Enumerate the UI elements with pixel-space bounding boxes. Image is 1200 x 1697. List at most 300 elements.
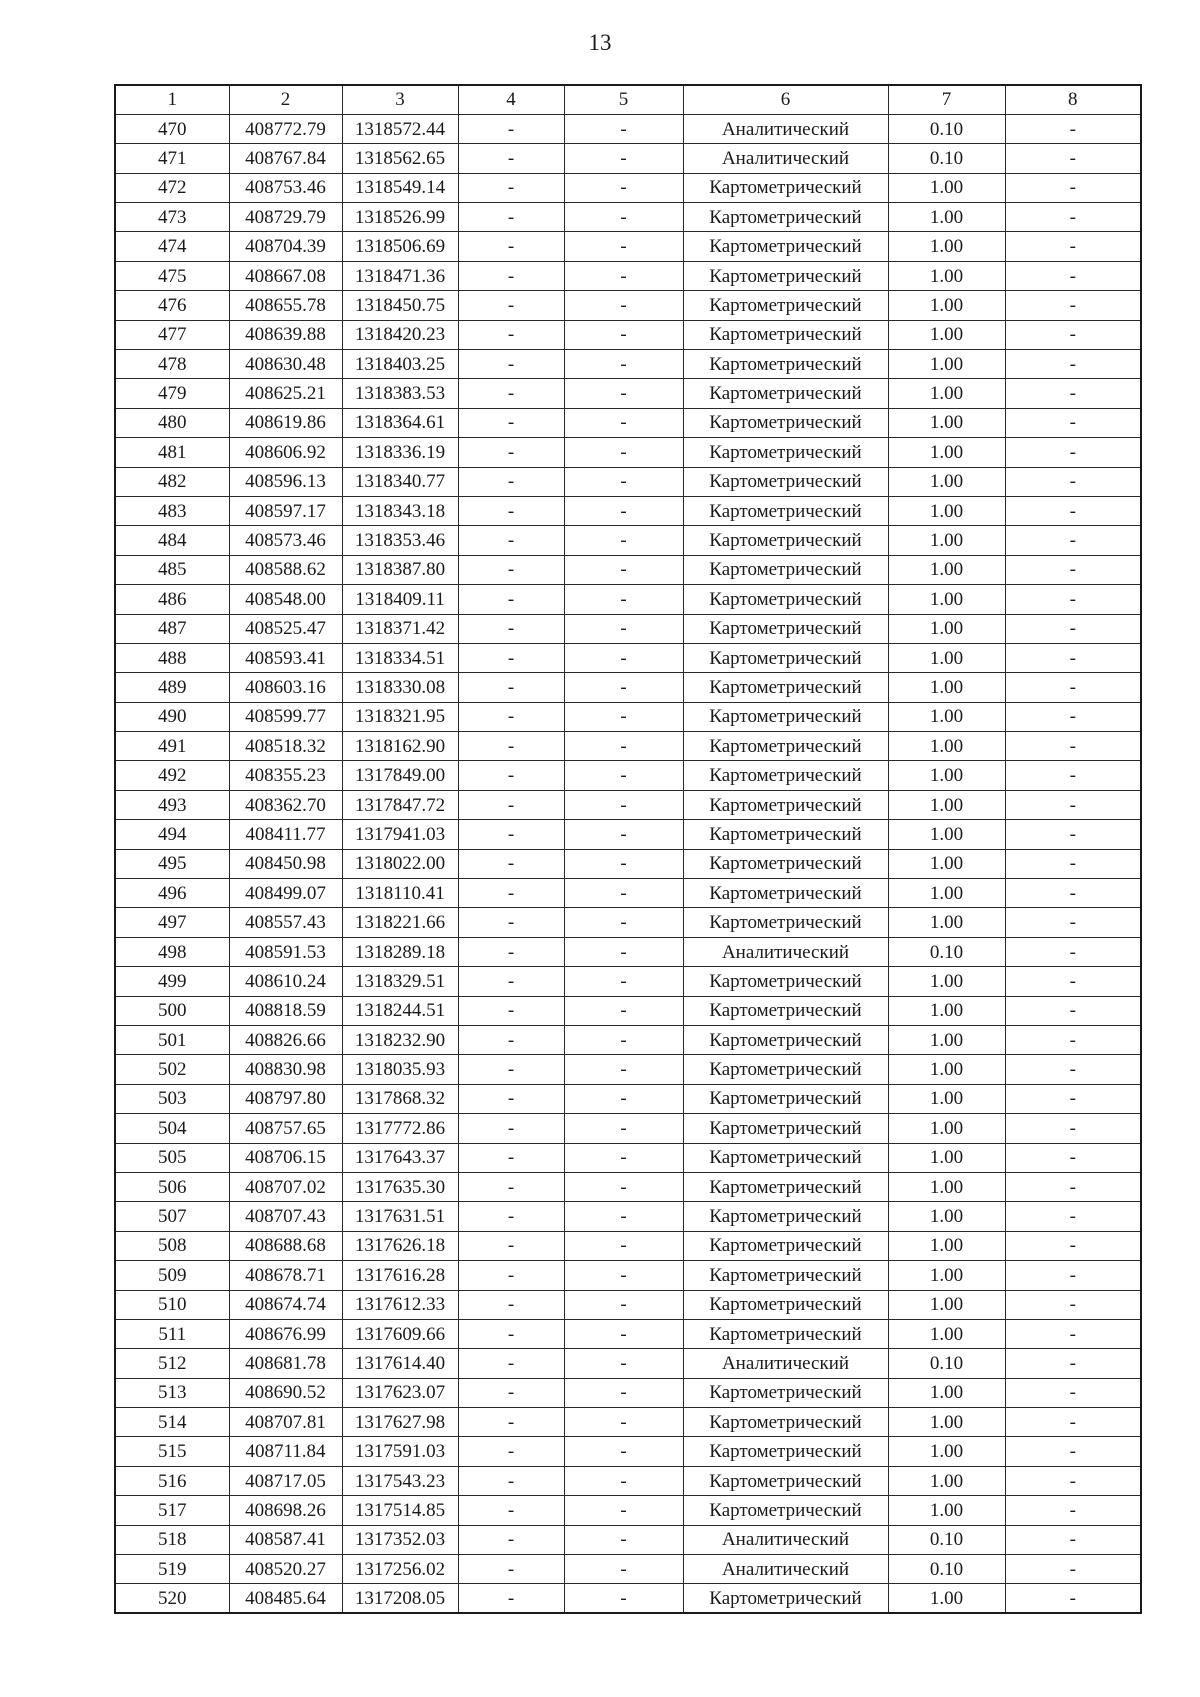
table-row	[115, 408, 1141, 437]
table-row	[115, 967, 1141, 996]
col-8-cell: -	[1005, 467, 1141, 496]
col-8-cell: -	[1005, 114, 1141, 143]
col-8-cell: -	[1005, 173, 1141, 202]
table-row	[115, 1202, 1141, 1231]
method-cell: Картометрический	[683, 1437, 888, 1466]
y-coordinate-cell: 1318420.23	[342, 320, 458, 349]
x-coordinate-cell: 408707.02	[229, 1172, 342, 1201]
col-5-cell: -	[564, 908, 683, 937]
x-coordinate-cell: 408707.81	[229, 1408, 342, 1437]
x-coordinate-cell: 408557.43	[229, 908, 342, 937]
col-5-cell: -	[564, 1202, 683, 1231]
table-row	[115, 1055, 1141, 1084]
col-5-cell: -	[564, 408, 683, 437]
col-8-cell: -	[1005, 1496, 1141, 1525]
col-8-cell: -	[1005, 790, 1141, 819]
y-coordinate-cell: 1317514.85	[342, 1496, 458, 1525]
point-number-cell: 480	[115, 408, 229, 437]
x-coordinate-cell: 408711.84	[229, 1437, 342, 1466]
table-row	[115, 673, 1141, 702]
col-4-cell: -	[458, 790, 564, 819]
table-row	[115, 1555, 1141, 1584]
col-8-cell: -	[1005, 1202, 1141, 1231]
x-coordinate-cell: 408619.86	[229, 408, 342, 437]
table-row	[115, 908, 1141, 937]
x-coordinate-cell: 408676.99	[229, 1319, 342, 1348]
accuracy-cell: 1.00	[888, 1496, 1005, 1525]
col-5-cell: -	[564, 849, 683, 878]
method-cell: Картометрический	[683, 732, 888, 761]
point-number-cell: 492	[115, 761, 229, 790]
table-row	[115, 996, 1141, 1025]
y-coordinate-cell: 1318471.36	[342, 261, 458, 290]
col-8-cell: -	[1005, 1055, 1141, 1084]
col-4-cell: -	[458, 232, 564, 261]
accuracy-cell: 1.00	[888, 555, 1005, 584]
col-4-cell: -	[458, 1319, 564, 1348]
y-coordinate-cell: 1318364.61	[342, 408, 458, 437]
table-row	[115, 1584, 1141, 1613]
table-row	[115, 320, 1141, 349]
accuracy-cell: 1.00	[888, 261, 1005, 290]
method-cell: Картометрический	[683, 438, 888, 467]
col-4-cell: -	[458, 1172, 564, 1201]
col-4-cell: -	[458, 1202, 564, 1231]
col-5-cell: -	[564, 526, 683, 555]
point-number-cell: 498	[115, 937, 229, 966]
x-coordinate-cell: 408678.71	[229, 1261, 342, 1290]
method-cell: Картометрический	[683, 849, 888, 878]
col-8-cell: -	[1005, 820, 1141, 849]
accuracy-cell: 1.00	[888, 1055, 1005, 1084]
point-number-cell: 515	[115, 1437, 229, 1466]
x-coordinate-cell: 408355.23	[229, 761, 342, 790]
y-coordinate-cell: 1317616.28	[342, 1261, 458, 1290]
table-row	[115, 173, 1141, 202]
y-coordinate-cell: 1317352.03	[342, 1525, 458, 1554]
table-row	[115, 526, 1141, 555]
method-cell: Картометрический	[683, 350, 888, 379]
x-coordinate-cell: 408411.77	[229, 820, 342, 849]
x-coordinate-cell: 408717.05	[229, 1466, 342, 1495]
col-4-cell: -	[458, 379, 564, 408]
y-coordinate-cell: 1318162.90	[342, 732, 458, 761]
y-coordinate-cell: 1318387.80	[342, 555, 458, 584]
col-4-cell: -	[458, 1114, 564, 1143]
method-cell: Картометрический	[683, 820, 888, 849]
accuracy-cell: 1.00	[888, 761, 1005, 790]
table-row	[115, 555, 1141, 584]
point-number-cell: 503	[115, 1084, 229, 1113]
point-number-cell: 471	[115, 144, 229, 173]
point-number-cell: 489	[115, 673, 229, 702]
table-row	[115, 790, 1141, 819]
col-4-cell: -	[458, 203, 564, 232]
accuracy-cell: 1.00	[888, 732, 1005, 761]
point-number-cell: 493	[115, 790, 229, 819]
col-5-cell: -	[564, 1290, 683, 1319]
method-cell: Картометрический	[683, 173, 888, 202]
y-coordinate-cell: 1317626.18	[342, 1231, 458, 1260]
x-coordinate-cell: 408767.84	[229, 144, 342, 173]
col-8-cell: -	[1005, 614, 1141, 643]
col-5-cell: -	[564, 1084, 683, 1113]
accuracy-cell: 1.00	[888, 1143, 1005, 1172]
accuracy-cell: 1.00	[888, 1084, 1005, 1113]
method-cell: Картометрический	[683, 673, 888, 702]
col-8-cell: -	[1005, 732, 1141, 761]
y-coordinate-cell: 1318526.99	[342, 203, 458, 232]
col-8-cell: -	[1005, 1466, 1141, 1495]
point-number-cell: 479	[115, 379, 229, 408]
col-8-cell: -	[1005, 1408, 1141, 1437]
accuracy-cell: 1.00	[888, 526, 1005, 555]
point-number-cell: 476	[115, 291, 229, 320]
col-5-cell: -	[564, 467, 683, 496]
y-coordinate-cell: 1318334.51	[342, 643, 458, 672]
table-row	[115, 291, 1141, 320]
table-header-row	[115, 85, 1141, 114]
method-cell: Картометрический	[683, 585, 888, 614]
col-5-cell: -	[564, 1349, 683, 1378]
point-number-cell: 483	[115, 496, 229, 525]
column-header-3: 3	[342, 85, 458, 114]
method-cell: Картометрический	[683, 379, 888, 408]
col-5-cell: -	[564, 1143, 683, 1172]
method-cell: Картометрический	[683, 908, 888, 937]
y-coordinate-cell: 1318321.95	[342, 702, 458, 731]
accuracy-cell: 1.00	[888, 350, 1005, 379]
col-4-cell: -	[458, 1143, 564, 1172]
col-5-cell: -	[564, 350, 683, 379]
point-number-cell: 478	[115, 350, 229, 379]
accuracy-cell: 1.00	[888, 614, 1005, 643]
col-8-cell: -	[1005, 350, 1141, 379]
column-header-5: 5	[564, 85, 683, 114]
col-4-cell: -	[458, 526, 564, 555]
col-8-cell: -	[1005, 320, 1141, 349]
accuracy-cell: 1.00	[888, 1202, 1005, 1231]
method-cell: Картометрический	[683, 408, 888, 437]
col-4-cell: -	[458, 320, 564, 349]
x-coordinate-cell: 408588.62	[229, 555, 342, 584]
method-cell: Аналитический	[683, 1525, 888, 1554]
col-5-cell: -	[564, 1026, 683, 1055]
col-4-cell: -	[458, 820, 564, 849]
y-coordinate-cell: 1318035.93	[342, 1055, 458, 1084]
x-coordinate-cell: 408704.39	[229, 232, 342, 261]
col-5-cell: -	[564, 379, 683, 408]
y-coordinate-cell: 1318244.51	[342, 996, 458, 1025]
col-4-cell: -	[458, 291, 564, 320]
col-8-cell: -	[1005, 908, 1141, 937]
col-8-cell: -	[1005, 1584, 1141, 1613]
accuracy-cell: 1.00	[888, 467, 1005, 496]
col-4-cell: -	[458, 996, 564, 1025]
point-number-cell: 519	[115, 1555, 229, 1584]
table-row	[115, 1261, 1141, 1290]
col-5-cell: -	[564, 1319, 683, 1348]
col-4-cell: -	[458, 1026, 564, 1055]
col-4-cell: -	[458, 1290, 564, 1319]
x-coordinate-cell: 408596.13	[229, 467, 342, 496]
accuracy-cell: 0.10	[888, 1555, 1005, 1584]
x-coordinate-cell: 408520.27	[229, 1555, 342, 1584]
y-coordinate-cell: 1317543.23	[342, 1466, 458, 1495]
col-5-cell: -	[564, 820, 683, 849]
col-5-cell: -	[564, 1555, 683, 1584]
x-coordinate-cell: 408690.52	[229, 1378, 342, 1407]
col-4-cell: -	[458, 937, 564, 966]
point-number-cell: 482	[115, 467, 229, 496]
x-coordinate-cell: 408573.46	[229, 526, 342, 555]
table-row	[115, 232, 1141, 261]
col-5-cell: -	[564, 438, 683, 467]
point-number-cell: 491	[115, 732, 229, 761]
col-5-cell: -	[564, 1231, 683, 1260]
method-cell: Картометрический	[683, 879, 888, 908]
column-header-8: 8	[1005, 85, 1141, 114]
method-cell: Аналитический	[683, 114, 888, 143]
y-coordinate-cell: 1318232.90	[342, 1026, 458, 1055]
accuracy-cell: 1.00	[888, 232, 1005, 261]
y-coordinate-cell: 1317256.02	[342, 1555, 458, 1584]
point-number-cell: 496	[115, 879, 229, 908]
col-8-cell: -	[1005, 1525, 1141, 1554]
x-coordinate-cell: 408681.78	[229, 1349, 342, 1378]
x-coordinate-cell: 408698.26	[229, 1496, 342, 1525]
point-number-cell: 474	[115, 232, 229, 261]
col-4-cell: -	[458, 761, 564, 790]
col-5-cell: -	[564, 585, 683, 614]
coordinates-table	[114, 84, 1142, 1614]
col-8-cell: -	[1005, 1437, 1141, 1466]
x-coordinate-cell: 408753.46	[229, 173, 342, 202]
method-cell: Картометрический	[683, 643, 888, 672]
point-number-cell: 494	[115, 820, 229, 849]
x-coordinate-cell: 408606.92	[229, 438, 342, 467]
point-number-cell: 500	[115, 996, 229, 1025]
col-8-cell: -	[1005, 1319, 1141, 1348]
y-coordinate-cell: 1318022.00	[342, 849, 458, 878]
y-coordinate-cell: 1317623.07	[342, 1378, 458, 1407]
col-8-cell: -	[1005, 379, 1141, 408]
col-5-cell: -	[564, 702, 683, 731]
col-8-cell: -	[1005, 585, 1141, 614]
point-number-cell: 508	[115, 1231, 229, 1260]
table-row	[115, 1290, 1141, 1319]
y-coordinate-cell: 1318562.65	[342, 144, 458, 173]
y-coordinate-cell: 1317631.51	[342, 1202, 458, 1231]
col-4-cell: -	[458, 467, 564, 496]
col-5-cell: -	[564, 1378, 683, 1407]
col-4-cell: -	[458, 555, 564, 584]
accuracy-cell: 1.00	[888, 908, 1005, 937]
y-coordinate-cell: 1318353.46	[342, 526, 458, 555]
point-number-cell: 517	[115, 1496, 229, 1525]
method-cell: Аналитический	[683, 937, 888, 966]
x-coordinate-cell: 408499.07	[229, 879, 342, 908]
method-cell: Картометрический	[683, 1261, 888, 1290]
col-4-cell: -	[458, 614, 564, 643]
col-4-cell: -	[458, 1466, 564, 1495]
method-cell: Картометрический	[683, 1231, 888, 1260]
point-number-cell: 490	[115, 702, 229, 731]
col-8-cell: -	[1005, 232, 1141, 261]
col-4-cell: -	[458, 1378, 564, 1407]
table-row	[115, 1378, 1141, 1407]
x-coordinate-cell: 408603.16	[229, 673, 342, 702]
table-row	[115, 643, 1141, 672]
point-number-cell: 472	[115, 173, 229, 202]
point-number-cell: 509	[115, 1261, 229, 1290]
col-5-cell: -	[564, 790, 683, 819]
col-8-cell: -	[1005, 996, 1141, 1025]
accuracy-cell: 1.00	[888, 1261, 1005, 1290]
col-8-cell: -	[1005, 1084, 1141, 1113]
accuracy-cell: 1.00	[888, 1408, 1005, 1437]
table-row	[115, 1172, 1141, 1201]
accuracy-cell: 1.00	[888, 790, 1005, 819]
col-8-cell: -	[1005, 408, 1141, 437]
accuracy-cell: 1.00	[888, 1584, 1005, 1613]
method-cell: Картометрический	[683, 1466, 888, 1495]
col-8-cell: -	[1005, 496, 1141, 525]
column-header-4: 4	[458, 85, 564, 114]
col-5-cell: -	[564, 1261, 683, 1290]
accuracy-cell: 1.00	[888, 438, 1005, 467]
y-coordinate-cell: 1318409.11	[342, 585, 458, 614]
method-cell: Картометрический	[683, 496, 888, 525]
x-coordinate-cell: 408525.47	[229, 614, 342, 643]
x-coordinate-cell: 408587.41	[229, 1525, 342, 1554]
y-coordinate-cell: 1318371.42	[342, 614, 458, 643]
accuracy-cell: 1.00	[888, 702, 1005, 731]
method-cell: Картометрический	[683, 1408, 888, 1437]
col-4-cell: -	[458, 1231, 564, 1260]
col-8-cell: -	[1005, 1261, 1141, 1290]
method-cell: Картометрический	[683, 203, 888, 232]
y-coordinate-cell: 1317868.32	[342, 1084, 458, 1113]
column-header-6: 6	[683, 85, 888, 114]
col-4-cell: -	[458, 643, 564, 672]
point-number-cell: 512	[115, 1349, 229, 1378]
y-coordinate-cell: 1317591.03	[342, 1437, 458, 1466]
accuracy-cell: 1.00	[888, 1437, 1005, 1466]
x-coordinate-cell: 408593.41	[229, 643, 342, 672]
table-row	[115, 614, 1141, 643]
y-coordinate-cell: 1318383.53	[342, 379, 458, 408]
col-4-cell: -	[458, 908, 564, 937]
y-coordinate-cell: 1317208.05	[342, 1584, 458, 1613]
page-number: 13	[588, 30, 612, 55]
col-4-cell: -	[458, 1261, 564, 1290]
x-coordinate-cell: 408826.66	[229, 1026, 342, 1055]
col-8-cell: -	[1005, 291, 1141, 320]
y-coordinate-cell: 1318403.25	[342, 350, 458, 379]
col-8-cell: -	[1005, 526, 1141, 555]
y-coordinate-cell: 1318336.19	[342, 438, 458, 467]
col-4-cell: -	[458, 849, 564, 878]
col-4-cell: -	[458, 114, 564, 143]
col-8-cell: -	[1005, 702, 1141, 731]
point-number-cell: 501	[115, 1026, 229, 1055]
col-8-cell: -	[1005, 1231, 1141, 1260]
col-5-cell: -	[564, 1172, 683, 1201]
method-cell: Картометрический	[683, 1202, 888, 1231]
accuracy-cell: 0.10	[888, 1349, 1005, 1378]
table-row	[115, 702, 1141, 731]
accuracy-cell: 1.00	[888, 1466, 1005, 1495]
table-row	[115, 1408, 1141, 1437]
method-cell: Картометрический	[683, 1172, 888, 1201]
col-8-cell: -	[1005, 203, 1141, 232]
table-row	[115, 1437, 1141, 1466]
accuracy-cell: 1.00	[888, 967, 1005, 996]
col-8-cell: -	[1005, 1114, 1141, 1143]
method-cell: Картометрический	[683, 320, 888, 349]
method-cell: Картометрический	[683, 1496, 888, 1525]
table-row	[115, 114, 1141, 143]
x-coordinate-cell: 408772.79	[229, 114, 342, 143]
point-number-cell: 511	[115, 1319, 229, 1348]
accuracy-cell: 1.00	[888, 1026, 1005, 1055]
point-number-cell: 485	[115, 555, 229, 584]
y-coordinate-cell: 1318506.69	[342, 232, 458, 261]
accuracy-cell: 0.10	[888, 1525, 1005, 1554]
col-5-cell: -	[564, 761, 683, 790]
point-number-cell: 514	[115, 1408, 229, 1437]
point-number-cell: 487	[115, 614, 229, 643]
table-row	[115, 1496, 1141, 1525]
point-number-cell: 505	[115, 1143, 229, 1172]
col-4-cell: -	[458, 673, 564, 702]
method-cell: Картометрический	[683, 967, 888, 996]
y-coordinate-cell: 1318110.41	[342, 879, 458, 908]
col-8-cell: -	[1005, 761, 1141, 790]
accuracy-cell: 1.00	[888, 996, 1005, 1025]
table-row	[115, 261, 1141, 290]
y-coordinate-cell: 1318221.66	[342, 908, 458, 937]
method-cell: Аналитический	[683, 144, 888, 173]
col-8-cell: -	[1005, 1026, 1141, 1055]
point-number-cell: 477	[115, 320, 229, 349]
col-8-cell: -	[1005, 1143, 1141, 1172]
y-coordinate-cell: 1317849.00	[342, 761, 458, 790]
col-4-cell: -	[458, 1084, 564, 1113]
col-8-cell: -	[1005, 673, 1141, 702]
x-coordinate-cell: 408797.80	[229, 1084, 342, 1113]
accuracy-cell: 1.00	[888, 673, 1005, 702]
col-4-cell: -	[458, 967, 564, 996]
method-cell: Аналитический	[683, 1349, 888, 1378]
y-coordinate-cell: 1318572.44	[342, 114, 458, 143]
col-4-cell: -	[458, 438, 564, 467]
x-coordinate-cell: 408639.88	[229, 320, 342, 349]
accuracy-cell: 1.00	[888, 820, 1005, 849]
table-row	[115, 496, 1141, 525]
table-row	[115, 144, 1141, 173]
y-coordinate-cell: 1317635.30	[342, 1172, 458, 1201]
col-5-cell: -	[564, 261, 683, 290]
point-number-cell: 481	[115, 438, 229, 467]
col-4-cell: -	[458, 1525, 564, 1554]
col-4-cell: -	[458, 879, 564, 908]
col-4-cell: -	[458, 1437, 564, 1466]
accuracy-cell: 1.00	[888, 320, 1005, 349]
method-cell: Картометрический	[683, 1143, 888, 1172]
col-5-cell: -	[564, 643, 683, 672]
